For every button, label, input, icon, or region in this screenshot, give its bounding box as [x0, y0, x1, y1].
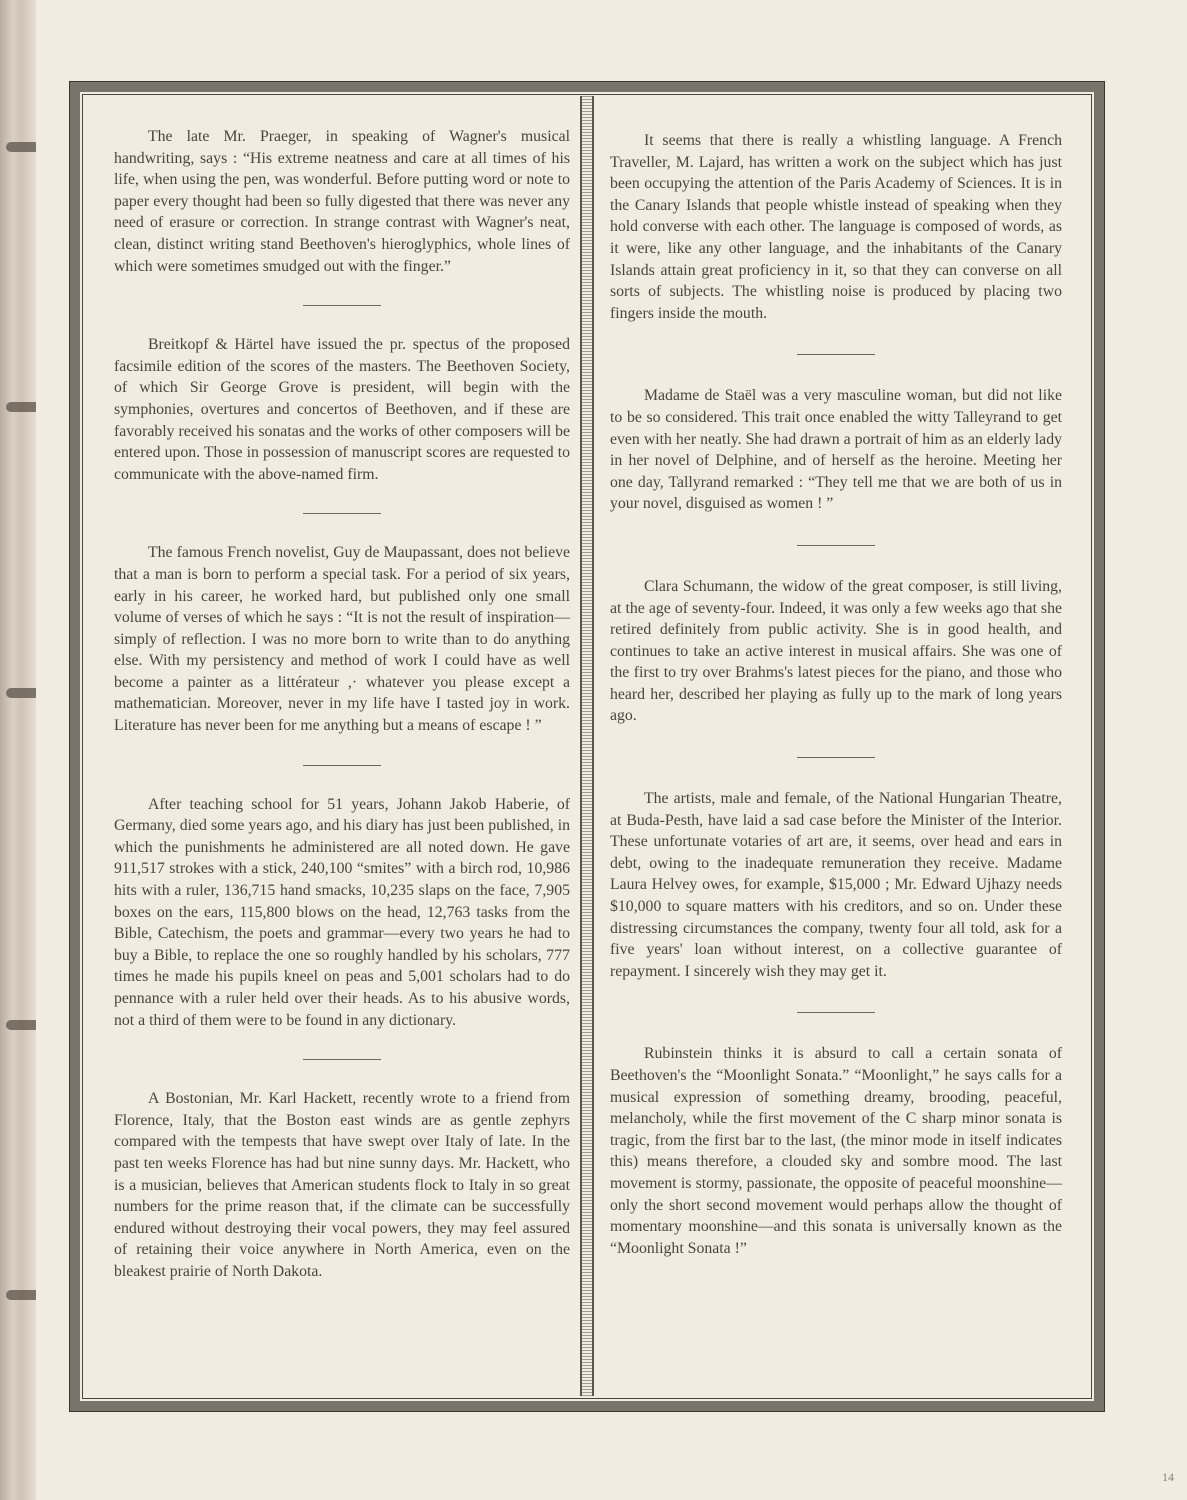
left-column — [114, 126, 570, 1283]
article-breitkopf: Breitkopf & Härtel have issued the pr. spectus of the proposed facsimile edition of the scores of the masters. The Beethoven Society, of which Sir George Grove is president, will begin with the symphonies, overtures and concertos of Beethoven, and if these are favorably received his sonatas and the works of other composers will be entered upon. Those in possession of manuscript scores are requested to communicate with the above-named firm. — [114, 336, 570, 483]
article-de-stael: Madame de Staël was a very masculine woman, but did not like to be so considered. This trait once enabled the witty Talleyrand to get even with her neatly. She had drawn a portrait of him as an elderly lady in her novel of Delphine, and of herself as the heroine. Meeting her one day, Tallyrand remarked : “They tell me that we are both of us in your novel, disguised as women ! ” — [610, 387, 1062, 513]
article-whistling-language: It seems that there is really a whistling language. A French Traveller, M. Lajard, has written a work on the subject which has just been occupying the attention of the Paris Academy of Sciences. It is in the Canary Islands that people whistle instead of speaking when they hold converse with each other. The language is composed of words, as it were, like any other language, and the inhabitants of the Canary Islands attain great proficiency in it, so that they can converse on all sorts of subjects. The whistling noise is produced by placing two fingers inside the mouth. — [610, 132, 1062, 322]
article-maupassant: The famous French novelist, Guy de Maupassant, does not believe that a man is born to perform a special task. For a period of six years, early in his career, he worked hard, but published only one small volume of verses of which he says : “It is not the result of inspiration—simply of reflection. I was no more born to write than to do anything else. With my persistency and method of work I could have as well become a painter as a littérateur ,· whatever you please except a mathematician. Moreover, never in my life have I tasted joy in work. Literature has never been for me anything but a means of escape ! ” — [114, 544, 570, 735]
article-haberie: After teaching school for 51 years, Johann Jakob Haberie, of Germany, died some years ago, and his diary has just been published, in which the punishments he administered are all noted down. He gave 911,517 strokes with a stick, 240,100 “smites” with a birch rod, 10,986 hits with a ruler, 136,715 hand smacks, 10,235 slaps on the face, 7,905 boxes on the ears, 115,800 blows on the head, 12,763 tasks from the Bible, Catechism, the poets and grammar—every two years he had to buy a Bible, to replace the one so roughly handled by his scholars, 777 times he made his pupils kneel on peas and 5,001 scholars had to do pennance with a ruler held over their heads. As to his abusive words, not a third of them were to be found in any dictionary. — [114, 795, 570, 1029]
binding-stitch — [6, 1020, 40, 1030]
column-divider — [580, 96, 594, 1396]
binding-stitch — [6, 1290, 40, 1300]
article-hungarian-theatre: The artists, male and female, of the National Hungarian Theatre, at Buda-Pesth, have laid a sad case before the Minister of the Interior. These unfortunate votaries of art are, it seems, over head and ears in debt, owing to the inadequate remuneration they receive. Madame Laura Helvey owes, for example, $15,000 ; Mr. Edward Ujhazy needs $10,000 to square matters with his creditors, and so on. Under these distressing circumstances the company, twenty four all told, ask for a five years' loan without interest, on a collective guarantee of repayment. I sincerely wish they may get it. — [610, 790, 1062, 980]
article-clara-schumann: Clara Schumann, the widow of the great composer, is still living, at the age of seventy-four. Indeed, it was only a few weeks ago that she retired definitely from public activity. She is in good health, and continues to take an active interest in musical affairs. She was one of the first to try over Brahms's latest pieces for the piano, and those who heard her, described her playing as fully up to the mark of long years ago. — [610, 577, 1062, 725]
article-rubinstein: Rubinstein thinks it is absurd to call a certain sonata of Beethoven's the “Moonlight Sonata.” “Moonlight,” he says calls for a musical expression of something dreamy, brooding, peaceful, melancholy, while the first movement of the C sharp minor sonata is tragic, from the first bar to the last, (the minor mode in itself indicates this) means therefore, a clouded sky and sombre mood. The last movement is stormy, passionate, the opposite of peaceful moonshine—only the short second movement would perhaps allow the thought of momentary moonshine—and this sonata is universally known as the “Moonlight Sonata !” — [610, 1045, 1062, 1257]
article-hackett: A Bostonian, Mr. Karl Hackett, recently wrote to a friend from Florence, Italy, that the Boston east winds are as gentle zephyrs compared with the tempests that have swept over Italy of late. In the past ten weeks Florence has had but nine sunny days. Mr. Hackett, who is a musician, believes that American students flock to Italy in so great numbers for the prime reason that, if the climate can be successfully endured without destroying their vocal powers, they may feel assured of retaining their voice anywhere in North America, even on the bleakest prairie of North Dakota. — [114, 1090, 570, 1280]
binding-stitch — [6, 688, 40, 698]
right-column — [610, 130, 1062, 1259]
binding-stitch — [6, 142, 40, 152]
binding-spine — [0, 0, 36, 1500]
binding-stitch — [6, 402, 40, 412]
page-number: 14 — [1162, 1470, 1174, 1484]
article-praeger: The late Mr. Praeger, in speaking of Wagner's musical handwriting, says : “His extreme neatness and care at all times of his life, when using the pen, was wonderful. Before putting word or note to paper every thought had been so fully digested that there was never any need of erasure or correction. In strange contrast with Wagner's neat, clean, distinct writing stand Beethoven's hieroglyphics, whole lines of which were sometimes smudged out with the finger.” — [114, 128, 570, 275]
